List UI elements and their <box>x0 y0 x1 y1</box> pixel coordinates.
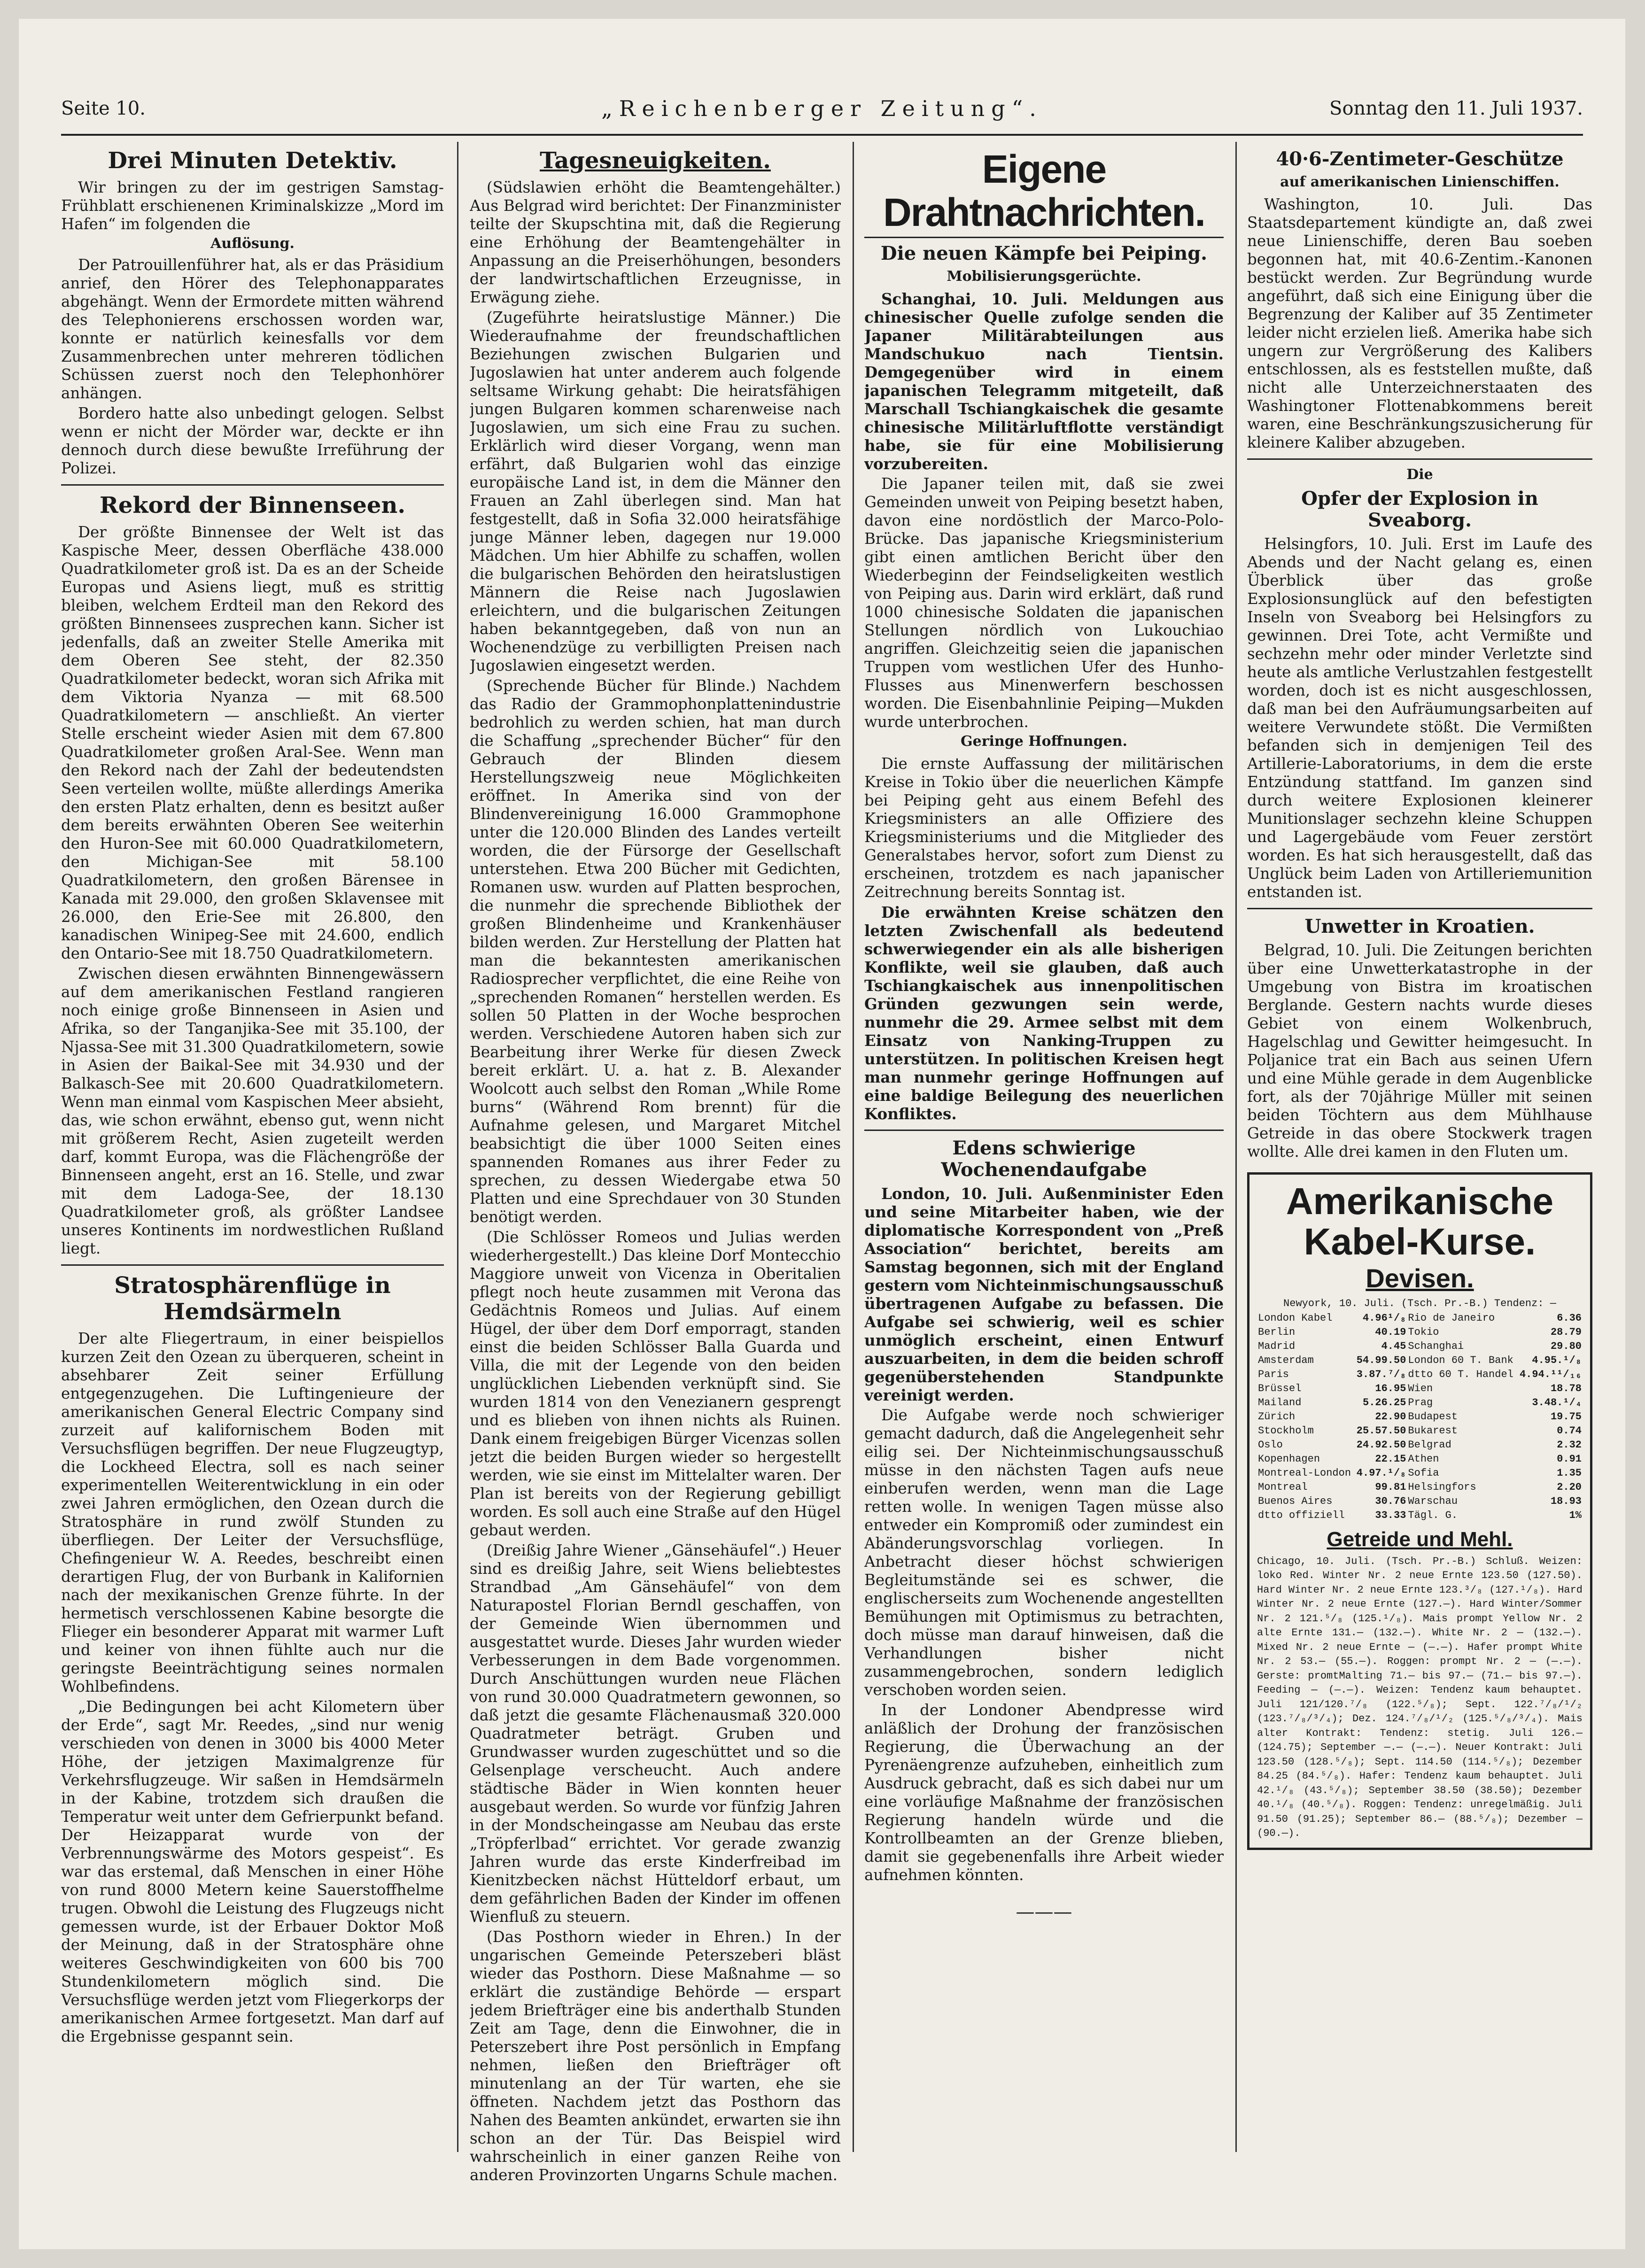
article-title: Drei Minuten Detektiv. <box>108 147 397 174</box>
article-paragraph: Die erwähnten Kreise schätzen den letzten Zwischenfall als bedeutend schwerwiegender ein als alle bisherigen Konflikte, weil sie glauben, daß auch Tschiangkaischek aus innenpolitischen Gründen gezwungen sein werde, nunmehr die 29. Armee selbst mit dem Einsatz von Nanking-Truppen zu unterstützen. In politischen Kreisen hegt man nunmehr geringe Hoffnungen auf eine baldige Beilegung des neuerlichen Konfliktes. <box>864 903 1224 1123</box>
rate-value: 0.91 <box>1557 1453 1582 1465</box>
page-header <box>61 98 1583 131</box>
column-3 <box>864 145 1224 2225</box>
rate-value: 30.76 <box>1375 1495 1406 1507</box>
rate-place: Berlin <box>1258 1326 1296 1338</box>
column-separator <box>1235 142 1237 2152</box>
rate-value: 29.80 <box>1550 1340 1582 1352</box>
rate-row <box>1257 1424 1583 1438</box>
header-rule <box>61 134 1583 136</box>
article-paragraph: (Die Schlösser Romeos und Julias werden wiederhergestellt.) Das kleine Dorf Montecchio Maggiore unweit von Vicenza in Oberitalien pflegt noch heute zusammen mit Verona das Gedächtnis Romeos und Julias. Auf einem Hügel, der über dem Dorf emporragt, standen einst die beiden Schlösser Balla Guarda und Villa, die mit der Legende von den beiden unglücklichen Liebenden verknüpft sind. Sie wurden 1814 von den Venezianern gesprengt und es blieben von ihnen nichts als Ruinen. Dank einem freigebigen Bürger Vicenzas sollen jetzt die beiden Burgen wieder so hergestellt werden, wie sie einst im Mittelalter waren. Der Plan ist bereits von der Regierung gebilligt worden. Es soll auch eine Straße auf den Hügel gebaut werden. <box>470 1228 841 1539</box>
rate-place: dtto offiziell <box>1258 1509 1345 1521</box>
article-subtitle: Auflösung. <box>210 235 295 252</box>
article-title: Unwetter in Kroatien. <box>1304 915 1535 937</box>
grain-heading: Getreide und Mehl. <box>1327 1527 1513 1551</box>
rate-place: Wien <box>1408 1382 1433 1394</box>
article-paragraph: „Die Bedingungen bei acht Kilometern über der Erde“, sagt Mr. Reedes, „sind nur wenig verschieden von denen in 3000 bis 4000 Meter Höhe, der jetzigen Maximalgrenze für Verkehrsflugzeuge. Wir saßen in Hemdsärmeln in der Kabine, trotzdem sich draußen die Temperatur weit unter dem Gefrierpunkt befand. Der Heizapparat wurde von der Verbrennungswärme des Motors gespeist“. Es war das erstemal, daß Menschen in einer Höhe von rund 8000 Metern keine Sauerstoffhelme trugen. Obwohl die Leistung des Flugzeugs nicht gemessen wurde, ist der Erbauer Doktor Moß der Meinung, daß in der Stratosphäre ohne weiteres Geschwindigkeiten von 600 bis 700 Stundenkilometern möglich sind. Die Versuchsflüge werden jetzt vom Fliegerkorps der amerikanischen Armee fortgesetzt. Man darf auf die Ergebnisse gespannt sein. <box>61 1698 444 2045</box>
rate-place: Belgrad <box>1408 1439 1451 1451</box>
article-paragraph: Belgrad, 10. Juli. Die Zeitungen berichten über eine Unwetterkatastrophe in der Umgebung von Bistra im kroatischen Berglande. Gestern nachts wurde dieses Gebiet von einem Wolkenbruch, Hagelschlag und Gewitter heimgesucht. In Poljanice trat ein Bach aus seinen Ufern und eine Mühle gerade in dem Augenblicke fort, als der 70jährige Müller mit seinen beiden Töchtern aus dem Mühlhause Getreide in das obere Stockwerk tragen wollte. Alle drei kamen in den Fluten um. <box>1247 941 1592 1161</box>
rate-value: 33.33 <box>1375 1509 1406 1521</box>
rate-value: 24.92.50 <box>1356 1439 1406 1451</box>
rate-place: Helsingfors <box>1408 1481 1476 1493</box>
article-paragraph: (Dreißig Jahre Wiener „Gänsehäufel“.) Heuer sind es dreißig Jahre, seit Wiens beliebtestes Strandbad „Am Gänsehäufel“ von dem Naturapostel Florian Berndl geschaffen, von der Gemeinde Wien übernommen und ausgestattet wurde. Dieses Jahr wurden wieder Verbesserungen in dem Bade vorgenommen. Durch Anschüttungen wurden neue Flächen von rund 30.000 Quadratmetern gewonnen, so daß jetzt die gesamte Flächenausmaß 320.000 Quadratmeter beträgt. Gruben und Grundwasser wurden zugeschüttet und so die Gelsenplage verscheucht. Auch andere städtische Bäder in Wien konnten heuer ausgebaut werden. So wurde vor fünfzig Jahren in der Mondscheingasse am Neubau das erste „Tröpferlbad“ errichtet. Vor gerade zwanzig Jahren wurde das erste Kinderfreibad im Kienitzbecken nächst Hütteldorf erbaut, um dem gefährlichen Baden der Kinder im offenen Wienfluß zu steuern. <box>470 1541 841 1926</box>
masthead: „Reichenberger Zeitung“. <box>601 96 1043 121</box>
article-paragraph: Der Patrouillenführer hat, als er das Präsidium anrief, den Hörer des Telephonapparates abgehängt. Wenn der Ermordete mitten während des Telephonierens erschossen worden war, konnte er natürlich keinesfalls vor dem Zusammenbrechen unter mehreren tödlichen Schüssen zuerst noch den Telephonhörer anhängen. <box>61 256 444 402</box>
rate-value: 4.95.¹/₈ <box>1532 1354 1582 1366</box>
rate-value: 4.94.¹¹/₁₆ <box>1519 1368 1582 1380</box>
divider <box>61 1264 444 1266</box>
rate-place: London 60 T. Bank <box>1408 1354 1513 1366</box>
article-paragraph: Zwischen diesen erwähnten Binnengewässern auf dem amerikanischen Festland rangieren noch einige große Binnenseen in Asien und Afrika, so der Tanganjika-See mit 35.100, der Njassa-See mit 31.300 Quadratkilometern, sowie in Asien der Baikal-See mit 34.930 und der Balkasch-See mit 20.600 Quadratkilometern. Wenn man einmal vom Kaspischen Meer absieht, das, wie schon erwähnt, ebenso gut, wenn nicht mit größerem Recht, Asien zugeteilt werden darf, kommt Europa, was die Flächengröße der Binnenseen angeht, erst an 16. Stelle, und zwar mit dem Ladoga-See, der 18.130 Quadratkilometer groß, als größter Landsee unseres Kontinents im nordwestlichen Rußland liegt. <box>61 965 444 1257</box>
article-title: Stratosphärenflüge in Hemdsärmeln <box>114 1272 391 1325</box>
article-paragraph: Die ernste Auffassung der militärischen Kreise in Tokio über die neuerlichen Kämpfe bei Peiping geht aus einem Befehl des Kriegsministers an alle Offiziere des Kriegsministeriums und die Mitglieder des Generalstabes hervor, sofort zum Dienst zu erscheinen, trotzdem es nach japanischer Zeitrechnung bereits Sonntag ist. <box>864 755 1224 901</box>
rate-value: 1% <box>1569 1509 1582 1521</box>
column-separator <box>853 142 854 2152</box>
rate-place: Schanghai <box>1408 1340 1464 1352</box>
divider <box>864 1130 1224 1131</box>
article-subtitle: Mobilisierungsgerüchte. <box>947 268 1141 285</box>
newspaper-page <box>19 19 1625 2249</box>
article-paragraph: Der größte Binnensee der Welt ist das Kaspische Meer, dessen Oberfläche 438.000 Quadratkilometer groß ist. Da es an der Scheide Europas und Asiens liegt, muß es strittig bleiben, welchem Erdteil man den Rekord des größten Binnensees zusprechen kann. Sicher ist jedenfalls, daß an zweiter Stelle Amerika mit dem Oberen See steht, der 82.350 Quadratkilometer bedeckt, woran sich Afrika mit dem Viktoria Nyanza — mit 68.500 Quadratkilometern — anschließt. An vierter Stelle erscheint wieder Asien mit dem 67.800 Quadratkilometer großen Aral-See. Wenn man den Rekord nach der Zahl der bedeutendsten Seen verteilen wollte, müßte allerdings Amerika den ersten Platz erhalten, denn es besitzt außer dem bereits erwähnten Oberen See weiterhin den Huron-See mit 60.000 Quadratkilometern, den Michigan-See mit 58.100 Quadratkilometern, den großen Bärensee in Kanada mit 29.000, den großen Sklavensee mit 26.000, den Erie-See mit 26.800, den kanadischen Winipeg-See mit 24.600, endlich den Ontario-See mit 18.750 Quadratkilometern. <box>61 523 444 962</box>
article-title: Opfer der Explosion in Sveaborg. <box>1301 488 1538 531</box>
article-paragraph: Helsingfors, 10. Juli. Erst im Laufe des Abends und der Nacht gelang es, einen Überblick über das große Explosionsunglück auf den befestigten Inseln von Sveaborg bei Helsingfors zu gewinnen. Drei Tote, acht Vermißte und sechzehn mehr oder minder Verletzte sind heute als amtliche Verlustzahlen festgestellt worden, doch ist es nicht ausgeschlossen, daß man bei den Aufräumungsarbeiten auf weitere Verwundete stößt. Die Vermißten befanden sich in demjenigen Teil des Artillerie-Laboratoriums, in dem die erste Entzündung stattfand. Im ganzen sind durch weitere Explosionen kleinerer Munitionslager sechzehn kleine Schuppen und Lagergebäude vom Feuer zerstört worden. Es hat sich herausgestellt, daß das Unglück beim Laden von Artilleriemunition entstanden ist. <box>1247 535 1592 901</box>
article-pretitle: Die <box>1406 466 1433 483</box>
article-paragraph: Bordero hatte also unbedingt gelogen. Selbst wenn er nicht der Mörder war, deckte er ihn dennoch durch diese bewußte Irreführung der Polizei. <box>61 404 444 477</box>
rate-value: 0.74 <box>1557 1424 1582 1437</box>
article-paragraph: Der alte Fliegertraum, in einer beispiellos kurzen Zeit den Ozean zu überqueren, scheint in absehbarer Zeit seiner Erfüllung entgegenzugehen. Die Luftingenieure der amerikanischen General Electric Company sind zurzeit auf kalifornischem Boden mit Versuchsflügen begriffen. Der neue Flugzeugtyp, die Lockheed Electra, soll es nach seiner experimentellen Weiterentwicklung in ein oder zwei Jahren ermöglichen, den Ozean durch die Stratosphäre in rund zwölf Stunden zu überfliegen. Der Leiter der Versuchsflüge, Chefingenieur W. A. Reedes, beschreibt einen derartigen Flug, der von Burbank in Kalifornien nach der mexikanischen Grenze führte. In der hermetisch verschlossenen Kabine besorgte die Flieger ein besonderer Apparat mit warmer Luft und keiner von ihnen fühlte auch nur die geringste Beeinträchtigung seines normalen Wohlbefindens. <box>61 1330 444 1695</box>
rate-row <box>1257 1466 1583 1480</box>
rates-dateline: Newyork, 10. Juli. (Tsch. Pr.-B.) Tendenz: — <box>1283 1298 1556 1309</box>
rate-value: 40.19 <box>1375 1326 1406 1338</box>
rate-place: Buenos Aires <box>1258 1495 1333 1507</box>
rate-place: Mailand <box>1258 1396 1302 1409</box>
devisen-heading: Devisen. <box>1366 1263 1474 1293</box>
article-subtitle: Geringe Hoffnungen. <box>961 733 1127 750</box>
rate-value: 3.87.⁷/₈ <box>1356 1368 1406 1380</box>
rate-row <box>1257 1325 1583 1339</box>
rate-value: 18.93 <box>1550 1495 1582 1507</box>
rate-value: 16.95 <box>1375 1382 1406 1394</box>
rate-place: Budapest <box>1408 1410 1458 1423</box>
divider <box>1247 908 1592 909</box>
article-subtitle: auf amerikanischen Linienschiffen. <box>1280 174 1560 190</box>
article-paragraph: (Das Posthorn wieder in Ehren.) In der ungarischen Gemeinde Peterszeberi bläst wieder das Posthorn. Diese Maßnahme — so erklärt die zuständige Behörde — erspart jedem Briefträger eine bis anderthalb Stunden Zeit am Tage, denn die Einwohner, die in Peterszebert ihre Post persönlich in Empfang nehmen, ließen den Briefträger oft minutenlang an der Tür warten, ehe sie öffneten. Nachdem jetzt das Posthorn das Nahen des Beamten ankündet, erwarten sie ihn schon an der Tür. Das Beispiel wird wahrscheinlich in einer ganzen Reihe von anderen Provinzorten Ungarns Schule machen. <box>470 1928 841 2184</box>
rate-place: dtto 60 T. Handel <box>1408 1368 1513 1380</box>
divider <box>61 484 444 486</box>
rate-place: Tokio <box>1408 1326 1439 1338</box>
rate-place: Montreal-London <box>1258 1467 1351 1479</box>
rate-value: 3.48.¹/₄ <box>1532 1396 1582 1409</box>
rate-place: Zürich <box>1258 1410 1296 1423</box>
rate-place: Kopenhagen <box>1258 1453 1320 1465</box>
rate-place: Brüssel <box>1258 1382 1302 1394</box>
article-title: Die neuen Kämpfe bei Peiping. <box>880 242 1208 264</box>
rate-value: 4.96¹/₈ <box>1363 1312 1406 1324</box>
rate-place: Oslo <box>1258 1439 1283 1451</box>
rate-place: Paris <box>1258 1368 1289 1380</box>
rate-place: Bukarest <box>1408 1424 1458 1437</box>
rate-value: 4.45 <box>1381 1340 1406 1352</box>
cable-rates-title: Amerikanische Kabel-Kurse. <box>1286 1180 1554 1262</box>
rate-row <box>1257 1368 1583 1382</box>
rate-row <box>1257 1410 1583 1424</box>
column-2 <box>470 145 841 2225</box>
end-mark: ——— <box>1016 1901 1072 1923</box>
article-title: Edens schwierige Wochenendaufgabe <box>941 1137 1147 1181</box>
rate-row <box>1257 1480 1583 1494</box>
rate-row <box>1257 1509 1583 1523</box>
rate-place: Stockholm <box>1258 1424 1314 1437</box>
article-paragraph: (Südslawien erhöht die Beamtengehälter.) Aus Belgrad wird berichtet: Der Finanzminister teilte der Skupschtina mit, daß die Regierung eine Erhöhung der Beamtengehälter in Anpassung an die Preiserhöhungen, besonders der landwirtschaftlichen Erzeugnisse, in Erwägung ziehe. <box>470 178 841 306</box>
rate-value: 54.99.50 <box>1356 1354 1406 1366</box>
article-paragraph: London, 10. Juli. Außenminister Eden und seine Mitarbeiter haben, wie der diplomatische Korrespondent von „Preß Association“ berichtet, bereits am Samstag begonnen, sich mit der England gestern vom Nichteinmischungsausschuß übertragenen Aufgabe zu befassen. Die Aufgabe sei schwierig, weil es schier unmöglich erscheint, einen Entwurf auszuarbeiten, in dem die beiden schroff gegenüberstehenden Standpunkte vereinigt werden. <box>864 1184 1224 1404</box>
rate-place: Sofia <box>1408 1467 1439 1479</box>
rate-row <box>1257 1311 1583 1325</box>
column-separator <box>457 142 458 2152</box>
rate-value: 2.20 <box>1557 1481 1582 1493</box>
rate-place: Athen <box>1408 1453 1439 1465</box>
rate-place: Prag <box>1408 1396 1433 1409</box>
rate-row <box>1257 1438 1583 1452</box>
article-paragraph: Die Japaner teilen mit, daß sie zwei Gemeinden unweit von Peiping besetzt haben, davon eine nordöstlich der Marco-Polo-Brücke. Das japanische Kriegsministerium gibt einen amtlichen Bericht über den Wiederbeginn der Feindseligkeiten westlich von Peiping aus. Darin wird erklärt, daß rund 1000 chinesische Soldaten die japanischen Stellungen nördlich von Lukouchiao angriffen. Gleichzeitig seien die japanischen Truppen vom westlichen Ufer des Hunho-Flusses aus Minenwerfern beschossen worden. Die Eisenbahnlinie Peiping—Mukden wurde unterbrochen. <box>864 475 1224 731</box>
divider <box>1247 458 1592 460</box>
article-paragraph: (Sprechende Bücher für Blinde.) Nachdem das Radio der Grammophonplattenindustrie bedrohlich zu werden schien, hat man durch die Schaffung „sprechender Bücher“ für den Gebrauch der Blinden diesem Herstellungszweig neue Möglichkeiten eröffnet. In Amerika sind von der Blindenvereinigung 16.000 Grammophone unter die 120.000 Blinden des Landes verteilt worden, die der Fürsorge der Gesellschaft unterstehen. Etwa 200 Bücher mit Gedichten, Romanen usw. wurden auf Platten besprochen, die nunmehr die sprechende Bibliothek der großen Blindenheime und Krankenhäuser bilden werden. Zur Herstellung der Platten hat man die bekanntesten amerikanischen Radiosprecher verpflichtet, die eine Reihe von „sprechenden Romanen“ herstellen werden. Es sollen 50 Platten in der Woche besprochen werden. Verschiedene Autoren haben sich zur Bearbeitung ihrer Werke für diesen Zweck bereit erklärt. U. a. hat z. B. Alexander Woolcott auch selbst den Roman „While Rome burns“ (Während Rom brennt) für die Aufnahme gelesen, und Margaret Mitchel beabsichtigt die über 1000 Seiten eines spannenden Romanes aus ihrer Feder zu sprechen, zu dessen Wiedergabe etwa 50 Platten und eine Sprechdauer von 30 Stunden benötigt werden. <box>470 677 841 1226</box>
rate-value: 1.35 <box>1557 1467 1582 1479</box>
rate-row <box>1257 1339 1583 1354</box>
article-title: Rekord der Binnenseen. <box>99 492 406 519</box>
rate-place: Montreal <box>1258 1481 1308 1493</box>
article-paragraph: Washington, 10. Juli. Das Staatsdepartement kündigte an, daß zwei neue Linienschiffe, deren Bau soeben begonnen hat, mit 40.6-Zentim.-Kanonen bestückt werden. Zur Begründung wurde angeführt, daß sich eine Einigung über die Begrenzung der Kaliber auf 35 Zentimeter leider nicht erzielen ließ. Amerika habe sich ungern zur Vergrößerung des Kalibers entschlossen, als es feststellen mußte, daß nicht alle Unterzeichnerstaaten des Washingtoner Flottenabkommens bereit waren, eine Beschränkungszusicherung für kleinere Kaliber abzugeben. <box>1247 195 1592 451</box>
article-paragraph: (Zugeführte heiratslustige Männer.) Die Wiederaufnahme der freundschaftlichen Beziehungen zwischen Bulgarien und Jugoslawien hat unter anderem auch folgende seltsame Wirkung gehabt: Die heiratsfähigen jungen Bulgaren kommen scharenweise nach Jugoslawien, um sich eine Frau zu suchen. Erklärlich wird dieser Vorgang, wenn man erfährt, daß Bulgarien wohl das einzige europäische Land ist, in dem die Männer den Frauen an Zahl überlegen sind. Man hat festgestellt, daß in Sofia 32.000 heiratsfähige junge Männer leben, dagegen nur 19.000 Mädchen. Um hier Abhilfe zu schaffen, wollen die bulgarischen Behörden den heiratslustigen Männern die Reise nach Jugoslawien erleichtern, und die bulgarischen Zeitungen haben bekanntgegeben, daß von nun an Wochenendzüge zu verbilligten Preisen nach Jugoslawien eingesetzt werden. <box>470 309 841 674</box>
rate-value: 99.81 <box>1375 1481 1406 1493</box>
rate-place: Amsterdam <box>1258 1354 1314 1366</box>
rate-place: Rio de Janeiro <box>1408 1312 1495 1324</box>
rate-value: 28.79 <box>1550 1326 1582 1338</box>
rate-value: 25.57.50 <box>1356 1424 1406 1437</box>
rate-value: 18.78 <box>1550 1382 1582 1394</box>
rate-row <box>1257 1452 1583 1466</box>
article-paragraph: Schanghai, 10. Juli. Meldungen aus chinesischer Quelle zufolge senden die Japaner Militärabteilungen aus Mandschukuo nach Tientsin. Demgegenüber wird in einem japanischen Telegramm mitgeteilt, daß Marschall Tschiangkaischek die gesamte chinesische Militärluftflotte verständigt habe, sie für eine Mobilisierung vorzubereiten. <box>864 290 1224 473</box>
column-1 <box>61 145 444 2225</box>
rate-row <box>1257 1494 1583 1509</box>
issue-date: Sonntag den 11. Juli 1937. <box>1329 98 1583 119</box>
article-paragraph: In der Londoner Abendpresse wird anläßlich der Drohung der französischen Regierung, die Überwachung an der Pyrenäengrenze aufzuheben, einheitlich zum Ausdruck gebracht, daß es sich dabei nur um eine vorläufige Maßnahme der französischen Regierung handeln würde und die Kontrollbeamten an der Grenze blieben, damit sie gegebenenfalls ihre Arbeit wieder aufnehmen könnten. <box>864 1701 1224 1884</box>
section-banner: Eigene Drahtnachrichten. <box>864 147 1224 238</box>
rate-value: 2.32 <box>1557 1439 1582 1451</box>
rate-value: 6.36 <box>1557 1312 1582 1324</box>
column-4 <box>1247 145 1592 2225</box>
rate-row <box>1257 1396 1583 1410</box>
rate-row <box>1257 1382 1583 1396</box>
exchange-rates-table <box>1257 1311 1583 1523</box>
article-intro: Wir bringen zu der im gestrigen Samstag-Frühblatt erschienenen Kriminalskizze „Mord im Hafen“ im folgenden die <box>61 178 444 233</box>
rate-place: London Kabel <box>1258 1312 1333 1324</box>
rate-row <box>1257 1354 1583 1368</box>
article-paragraph: Die Aufgabe werde noch schwieriger gemacht dadurch, daß die Angelegenheit sehr eilig sei. Der Nichteinmischungsausschuß müsse in den nächsten Tagen aufs neue einberufen werden, wenn man die Lage retten wolle. In wenigen Tagen müsse also entweder ein Kompromiß oder zumindest ein Abänderungsvorschlag vorliegen. In Anbetracht dieser höchst schwierigen Begleitumstände sei es schwer, die englischerseits zum Wochenende angestellten Bemühungen mit Optimismus zu betrachten, doch müsse man darauf hinweisen, daß die Verhandlungen bisher nicht zusammengebrochen, sondern lediglich verschoben worden seien. <box>864 1406 1224 1699</box>
rate-value: 22.15 <box>1375 1453 1406 1465</box>
rate-value: 5.26.25 <box>1363 1396 1406 1409</box>
grain-report: Chicago, 10. Juli. (Tsch. Pr.-B.) Schluß. Weizen: loko Red. Winter Nr. 2 neue Ernte 123.50 (127.50). Hard Winter Nr. 2 neue Ernte 123.³/₈ (127.¹/₈). Hard Winter Nr. 2 neue Ernte (127.—). Hard Winter/Sommer Nr. 2 121.⁵/₈ (125.¹/₈). Mais prompt Yellow Nr. 2 alte Ernte 131.— (132.—). White Nr. 2 — (132.—). Mixed Nr. 2 neue Ernte — (—.—). Hafer prompt White Nr. 2 53.— (55.—). Roggen: prompt Nr. 2 — (—.—). Gerste: promtMalting 71.— bis 97.— (71.— bis 97.—). Feeding — (—.—). Weizen: Tendenz kaum behauptet. Juli 121/120.⁷/₈ (122.⁵/₈); Sept. 122.⁷/₈/¹/₂ (123.⁷/₈/³/₄); Dez. 124.⁷/₈/¹/₂ (125.⁵/₈/³/₄). Mais alter Kontrakt: Tendenz: stetig. Juli 126.— (124.75); September —.— (—.—). Neuer Kontrakt: Juli 123.50 (128.⁵/₈); Sept. 114.50 (114.⁵/₈); Dezember 84.25 (84.⁵/₈). Hafer: Tendenz kaum behauptet. Juli 42.¹/₈ (43.⁵/₈); September 38.50 (38.50); Dezember 40.¹/₈ (40.⁵/₈). Roggen: Tendenz: unregelmäßig. Juli 91.50 (91.25); September 86.— (88.⁵/₈); Dezember — (90.—). <box>1257 1555 1583 1839</box>
rate-value: 4.97.¹/₈ <box>1356 1467 1406 1479</box>
article-title: 40·6-Zentimeter-Geschütze <box>1276 148 1564 170</box>
rate-value: 19.75 <box>1550 1410 1582 1423</box>
rate-value: 22.90 <box>1375 1410 1406 1423</box>
rate-place: Madrid <box>1258 1340 1296 1352</box>
rate-place: Warschau <box>1408 1495 1458 1507</box>
page-number: Seite 10. <box>61 98 146 119</box>
rate-place: Tägl. G. <box>1408 1509 1458 1521</box>
cable-rates-box <box>1247 1172 1592 1850</box>
article-title: Tagesneuigkeiten. <box>540 147 771 174</box>
